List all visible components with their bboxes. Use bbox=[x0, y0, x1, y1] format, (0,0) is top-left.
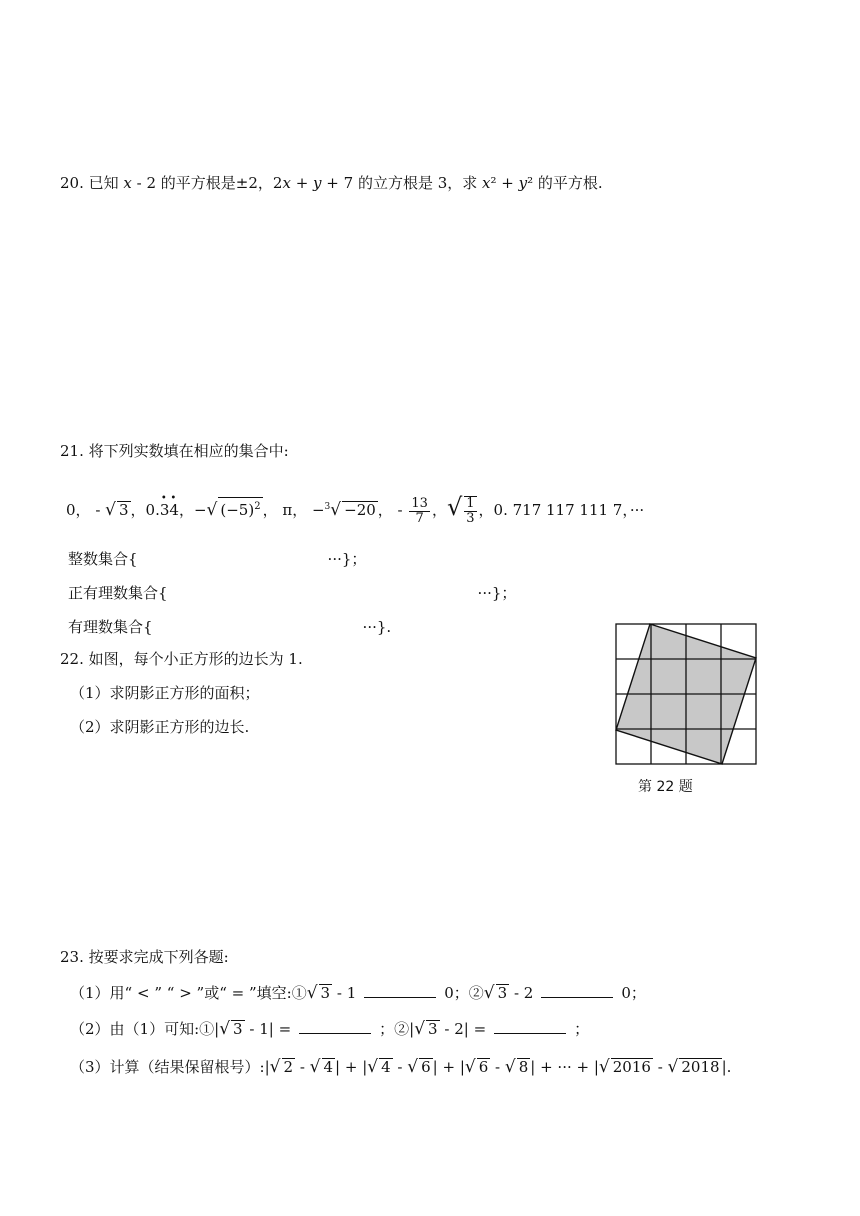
integer-set: 整数集合{ ···}； bbox=[68, 550, 367, 568]
question-21-title: 21. 将下列实数填在相应的集合中: bbox=[60, 442, 289, 460]
question-23-part-2: （2）由（1）可知:①|√ 3 - 1| = ；②|√ 3 - 2| = ； bbox=[70, 1019, 590, 1039]
number-list: 0， - √ 3 ，0.• 3• 4，−√ $(-5)^2$ ， π， −$^3$√ −20 ， - $\frac{13}{7}$ ，√ $\frac{1}{3}$ ，0. 717 117 111 7，··· bbox=[66, 496, 644, 526]
answer-blank-4[interactable] bbox=[494, 1021, 566, 1034]
rational-set: 有理数集合{ ···}. bbox=[68, 618, 392, 636]
answer-blank-3[interactable] bbox=[299, 1021, 371, 1034]
figure-caption: 第 22 题 bbox=[638, 779, 693, 795]
question-23-part-3: （3）计算（结果保留根号）:|√ 2 - √ 4 | + |√ 4 - √ 6 | + |√ 6 - √ 8 | + ··· + |√ 2016 - √ 2018 |. bbox=[70, 1057, 732, 1077]
fraction-1-3: $\frac{1}{3}$ bbox=[466, 496, 475, 526]
positive-rational-set: 正有理数集合{ ···}； bbox=[68, 584, 517, 602]
question-22-part-1: （1）求阴影正方形的面积； bbox=[70, 684, 260, 702]
grid-figure bbox=[612, 620, 760, 768]
fraction-13-7: $\frac{13}{7}$ bbox=[411, 495, 428, 526]
question-23-title: 23. 按要求完成下列各题: bbox=[60, 948, 229, 966]
answer-blank-2[interactable] bbox=[541, 985, 613, 998]
question-22-part-2: （2）求阴影正方形的边长. bbox=[70, 718, 250, 736]
question-23-part-1: （1）用“ < ” “ > ”或“ = ”填空:①√ 3 - 1 0；②√ 3 - 2 0； bbox=[70, 983, 646, 1003]
answer-blank-1[interactable] bbox=[364, 985, 436, 998]
question-22-title: 22. 如图，每个小正方形的边长为 1. bbox=[60, 650, 303, 668]
grid-lines bbox=[616, 624, 756, 764]
question-20: 20. 已知 x - 2 的平方根是±2，2x + y + 7 的立方根是 3，求 x² + y² 的平方根. bbox=[60, 174, 603, 192]
